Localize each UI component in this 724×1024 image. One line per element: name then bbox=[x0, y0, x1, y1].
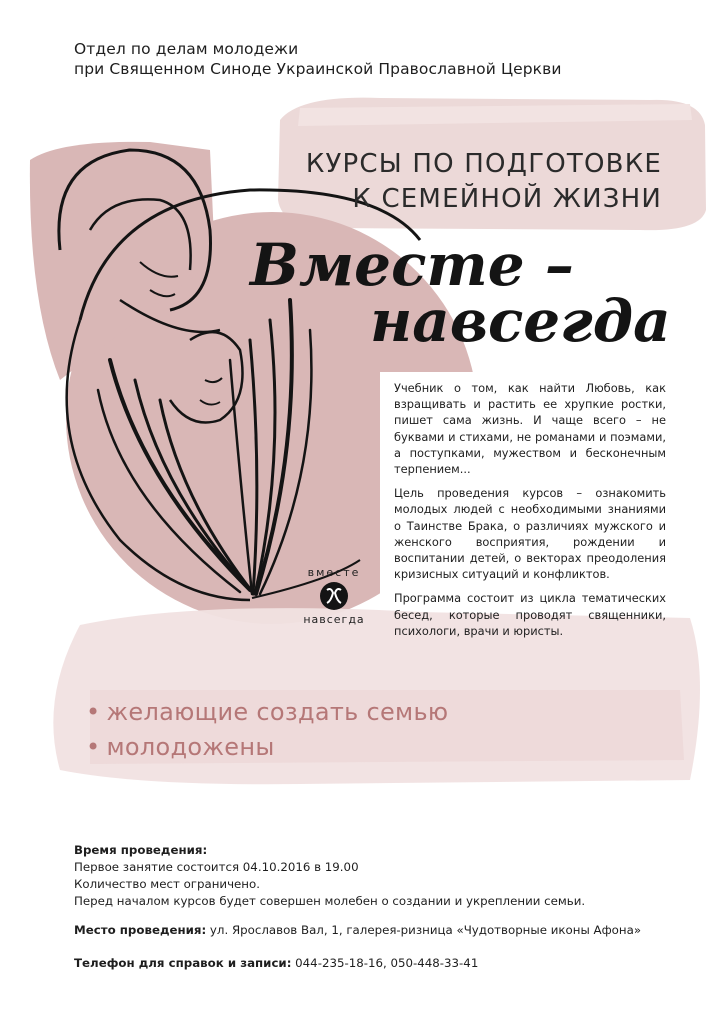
description-paragraph: Учебник о том, как найти Любовь, как взращивать и растить ее хрупкие ростки, пишет сама жизнь. И чаще всего – не буквами и стихами, не романами и поэмами, а поступками, мужеством и бесконечным терпением... bbox=[394, 381, 666, 477]
course-logo bbox=[296, 566, 372, 634]
slogan-line-1: Вместе – bbox=[250, 231, 574, 299]
logo-emblem-icon bbox=[318, 581, 350, 611]
schedule-block bbox=[74, 842, 585, 910]
course-title-line-1: КУРСЫ ПО ПОДГОТОВКЕ bbox=[305, 149, 662, 179]
schedule-line: Перед началом курсов будет совершен молебен о создании и укреплении семьи. bbox=[74, 894, 586, 908]
schedule-heading: Время проведения: bbox=[74, 843, 208, 857]
bullet-dot: • bbox=[86, 733, 101, 761]
description bbox=[394, 380, 666, 647]
venue-line bbox=[74, 922, 641, 939]
schedule-line: Первое занятие состоится 04.10.2016 в 19.00 bbox=[74, 860, 359, 874]
description-paragraph: Программа состоит из цикла тематических бесед, которые проводят священники, психологи, врачи и юристы. bbox=[394, 591, 666, 638]
slogan-line-2: навсегда bbox=[370, 287, 671, 355]
audience-item-label: желающие создать семью bbox=[106, 698, 449, 726]
logo-word-bottom: навсегда bbox=[303, 613, 365, 626]
org-line-2: при Священном Синоде Украинской Православной Церкви bbox=[74, 60, 562, 78]
venue-label: Место проведения: bbox=[74, 923, 207, 937]
logo-word-top: вместе bbox=[307, 566, 361, 579]
course-title-line-2: К СЕМЕЙНОЙ ЖИЗНИ bbox=[352, 184, 662, 214]
phone-label: Телефон для справок и записи: bbox=[74, 956, 292, 970]
audience-item-label: молодожены bbox=[106, 733, 275, 761]
org-line-1: Отдел по делам молодежи bbox=[74, 40, 299, 58]
venue-value: ул. Ярославов Вал, 1, галерея-ризница «Чудотворные иконы Афона» bbox=[206, 923, 642, 937]
phone-value: 044-235-18-16, 050-448-33-41 bbox=[291, 956, 479, 970]
phone-line bbox=[74, 955, 478, 972]
audience-item bbox=[86, 733, 275, 761]
audience-item bbox=[86, 698, 448, 726]
bullet-dot: • bbox=[86, 698, 101, 726]
schedule-line: Количество мест ограничено. bbox=[74, 877, 260, 891]
description-paragraph: Цель проведения курсов – ознакомить молодых людей с необходимыми знаниями о Таинстве Брака, о различиях мужского и женского восприятия, рождении и воспитании детей, о векторах преодоления кризисных ситуаций и конфликтов. bbox=[394, 486, 666, 582]
course-title bbox=[306, 147, 662, 217]
